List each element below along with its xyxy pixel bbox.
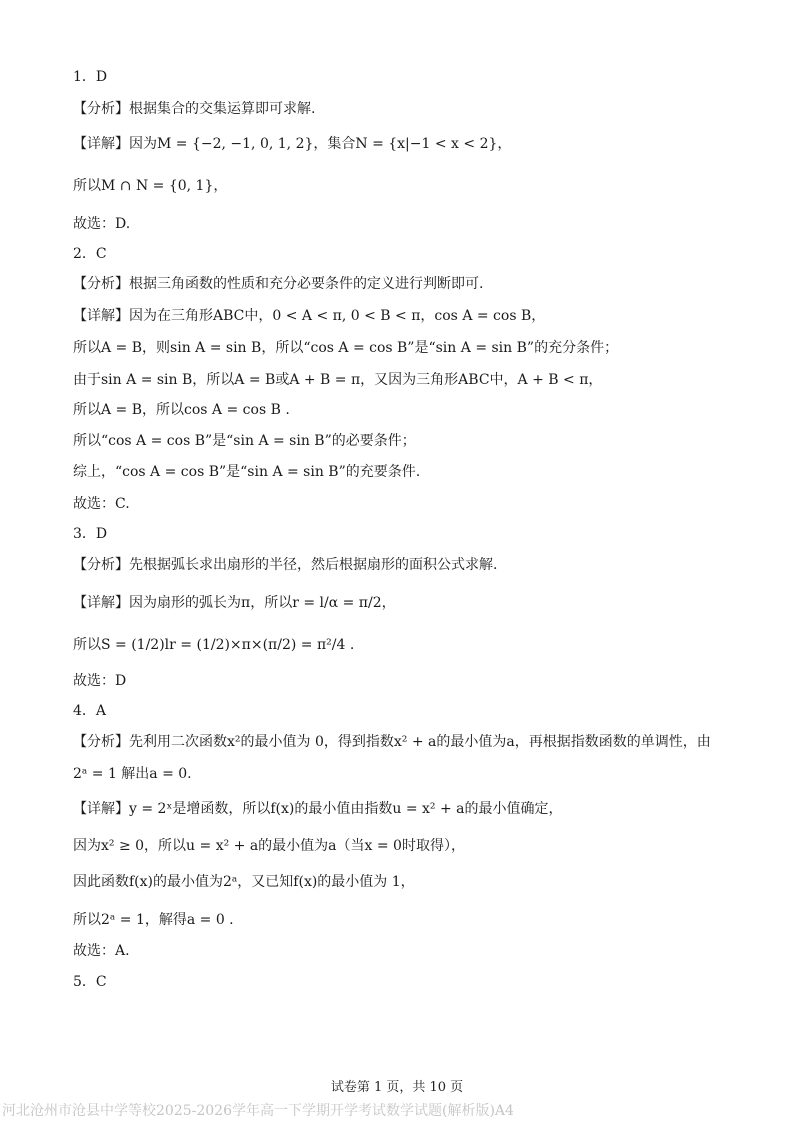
conclusion-line: 故选：A.: [73, 943, 130, 959]
detail-line: 因为x² ≥ 0，所以u = x² + a的最小值为a（当x = 0时取得），: [73, 838, 465, 854]
answer-number: 5．C: [73, 974, 107, 990]
analysis-line: 【分析】根据三角函数的性质和充分必要条件的定义进行判断即可.: [73, 276, 484, 292]
detail-line: 因此函数f(x)的最小值为2ᵃ，又已知f(x)的最小值为 1，: [73, 874, 415, 890]
analysis-line: 2ᵃ = 1 解出a = 0.: [73, 766, 192, 782]
answer-number: 4．A: [73, 703, 107, 719]
detail-line: 【详解】因为M = {−2, −1, 0, 1, 2}，集合N = {x|−1 < x < 2}，: [73, 136, 512, 152]
detail-line: 【详解】y = 2ˣ是增函数，所以f(x)的最小值由指数u = x² + a的最小值确定，: [73, 801, 563, 817]
conclusion-line: 故选：C.: [73, 496, 130, 512]
detail-line: 综上，“cos A = cos B”是“sin A = sin B”的充要条件.: [73, 464, 421, 480]
conclusion-line: 故选：D.: [73, 216, 131, 232]
page-footer: 试卷第 1 页，共 10 页: [330, 1080, 464, 1095]
detail-line: 【详解】因为扇形的弧长为π，所以r = l/α = π/2，: [73, 595, 396, 611]
detail-line: 所以A = B，则sin A = sin B，所以“cos A = cos B”是“sin A = sin B”的充分条件；: [73, 340, 619, 356]
answer-number: 3．D: [73, 526, 108, 542]
analysis-line: 【分析】根据集合的交集运算即可求解.: [73, 101, 316, 117]
watermark-text: 河北沧州市沧县中学等校2025-2026学年高一下学期开学考试数学试题(解析版)A4: [2, 1103, 514, 1119]
detail-line: 所以M ∩ N = {0, 1}，: [73, 178, 228, 194]
analysis-line: 【分析】先利用二次函数x²的最小值为 0，得到指数x² + a的最小值为a，再根据指数函数的单调性，由: [73, 734, 711, 750]
detail-line: 【详解】因为在三角形ABC中，0 < A < π, 0 < B < π，cos A = cos B，: [73, 308, 546, 324]
detail-line: 所以S = (1/2)lr = (1/2)×π×(π/2) = π²/4 .: [73, 637, 355, 653]
detail-line: 所以A = B，所以cos A = cos B .: [73, 402, 290, 418]
conclusion-line: 故选：D: [73, 673, 127, 689]
detail-line: 由于sin A = sin B，所以A = B或A + B = π，又因为三角形ABC中，A + B < π，: [73, 372, 603, 388]
detail-line: 所以“cos A = cos B”是“sin A = sin B”的必要条件；: [73, 433, 416, 449]
analysis-line: 【分析】先根据弧长求出扇形的半径，然后根据扇形的面积公式求解.: [73, 557, 498, 573]
answer-number: 1．D: [73, 69, 108, 85]
detail-line: 所以2ᵃ = 1，解得a = 0 .: [73, 912, 234, 928]
answer-number: 2．C: [73, 246, 107, 262]
